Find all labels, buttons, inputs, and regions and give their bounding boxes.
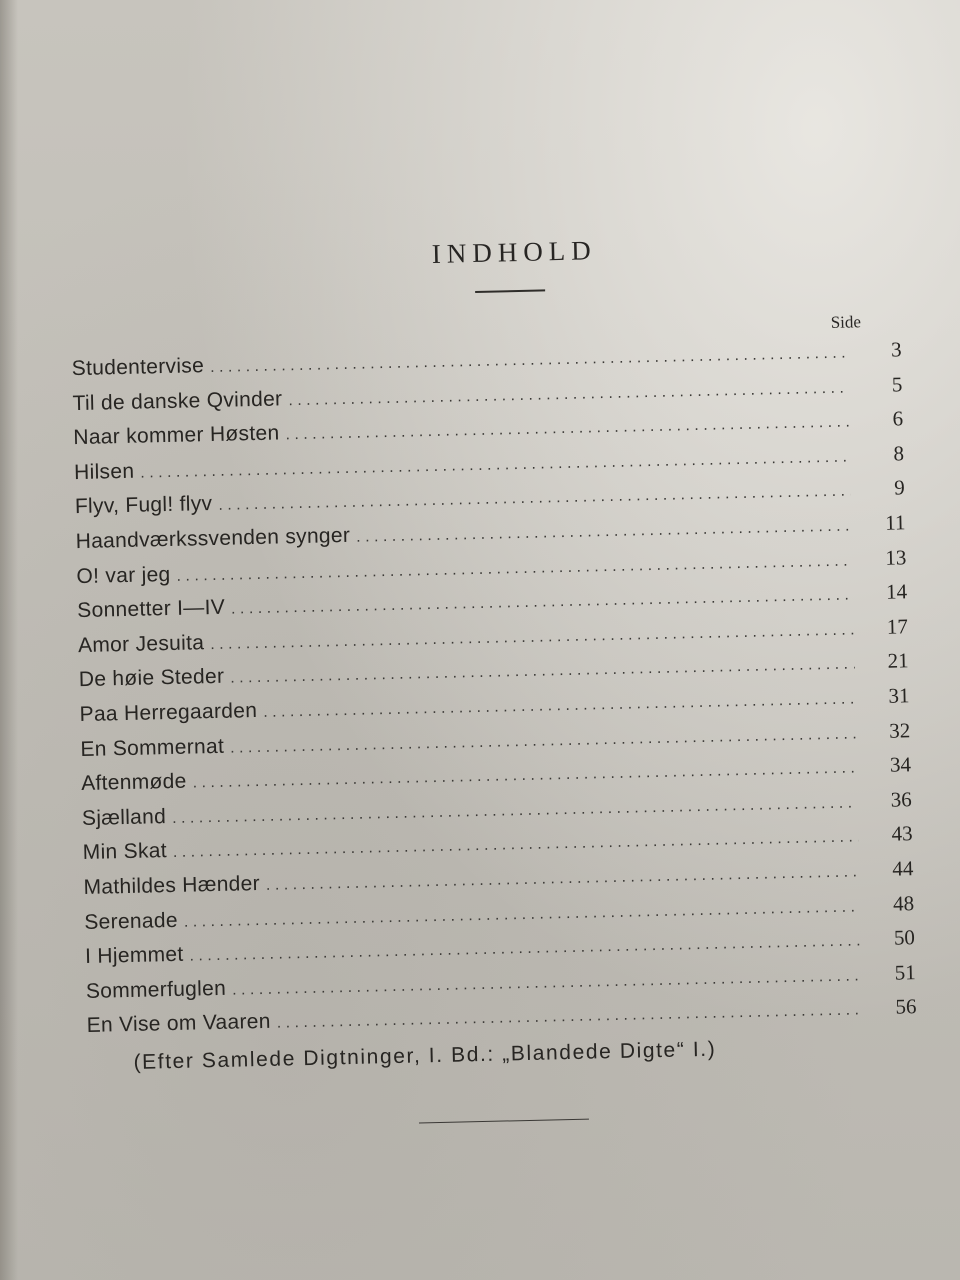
- toc-entry-page: 3: [890, 337, 902, 362]
- page-column-label: Side: [830, 312, 862, 332]
- toc-entry-title: O! var jeg: [76, 562, 171, 588]
- toc-entry-page: 17: [886, 613, 909, 639]
- toc-entry-page: 14: [885, 579, 908, 604]
- toc-entry-title: Paa Herregaarden: [79, 698, 258, 726]
- dot-leader: [210, 345, 848, 377]
- toc-entry-page: 8: [893, 441, 905, 466]
- toc-entry-page: 44: [892, 856, 914, 881]
- toc-entry-title: Naar kommer Høsten: [73, 421, 280, 450]
- toc-entry-page: 11: [884, 510, 906, 535]
- toc-entry-page: 6: [892, 406, 904, 431]
- toc-entry-page: 43: [891, 821, 913, 846]
- toc-entry-page: 31: [888, 683, 910, 708]
- toc-entry-page: 50: [893, 925, 916, 950]
- dot-leader: [277, 1002, 863, 1033]
- dot-leader: [356, 517, 852, 546]
- toc-entry-page: 36: [890, 786, 913, 812]
- dot-leader: [266, 863, 860, 894]
- toc-entry-page: 9: [893, 475, 905, 500]
- toc-entry-page: 48: [892, 890, 915, 916]
- toc-entry-title: Mathildes Hænder: [83, 871, 261, 899]
- toc-entry-title: Min Skat: [82, 839, 168, 865]
- toc-entry-page: 13: [885, 544, 907, 570]
- toc-entry-title: Sommerfuglen: [85, 976, 227, 1003]
- heading-divider: [475, 289, 545, 293]
- toc-entry-page: 56: [895, 994, 917, 1019]
- toc-entry-title: Amor Jesuita: [77, 630, 205, 657]
- toc-entry-page: 34: [889, 752, 912, 777]
- toc-entry-title: Serenade: [84, 908, 179, 934]
- toc-entry-page: 32: [888, 717, 911, 743]
- dot-leader: [288, 379, 848, 410]
- toc-content: [69, 228, 919, 1130]
- dot-leader: [285, 414, 849, 445]
- toc-list: [72, 337, 917, 1048]
- toc-entry-title: Flyv, Fugl! flyv: [74, 492, 213, 519]
- toc-entry-page: 5: [891, 371, 903, 397]
- source-note: (Efter Samlede Digtninger, I. Bd.: „Blandede Digte“ I.): [133, 1037, 717, 1074]
- toc-entry-title: Aftenmøde: [80, 769, 187, 796]
- toc-entry-title: Til de danske Qvinder: [72, 386, 283, 415]
- toc-entry-page: 51: [894, 959, 916, 985]
- toc-entry-title: Haandværkssvenden synger: [75, 523, 351, 554]
- page-title: INDHOLD: [431, 235, 598, 269]
- toc-entry-title: Sonnetter I—IV: [77, 595, 226, 623]
- toc-entry-title: En Sommernat: [80, 734, 225, 761]
- toc-entry-title: En Vise om Vaaren: [86, 1010, 272, 1038]
- toc-entry-title: De høie Steder: [78, 665, 225, 692]
- dot-leader: [263, 690, 856, 721]
- toc-entry-title: Sjælland: [81, 804, 167, 830]
- toc-entry-title: Hilsen: [73, 459, 135, 484]
- toc-entry-title: I Hjemmet: [84, 942, 184, 969]
- toc-entry-title: Studentervise: [71, 354, 205, 381]
- bottom-divider: [419, 1118, 589, 1123]
- toc-entry-page: 21: [887, 648, 909, 674]
